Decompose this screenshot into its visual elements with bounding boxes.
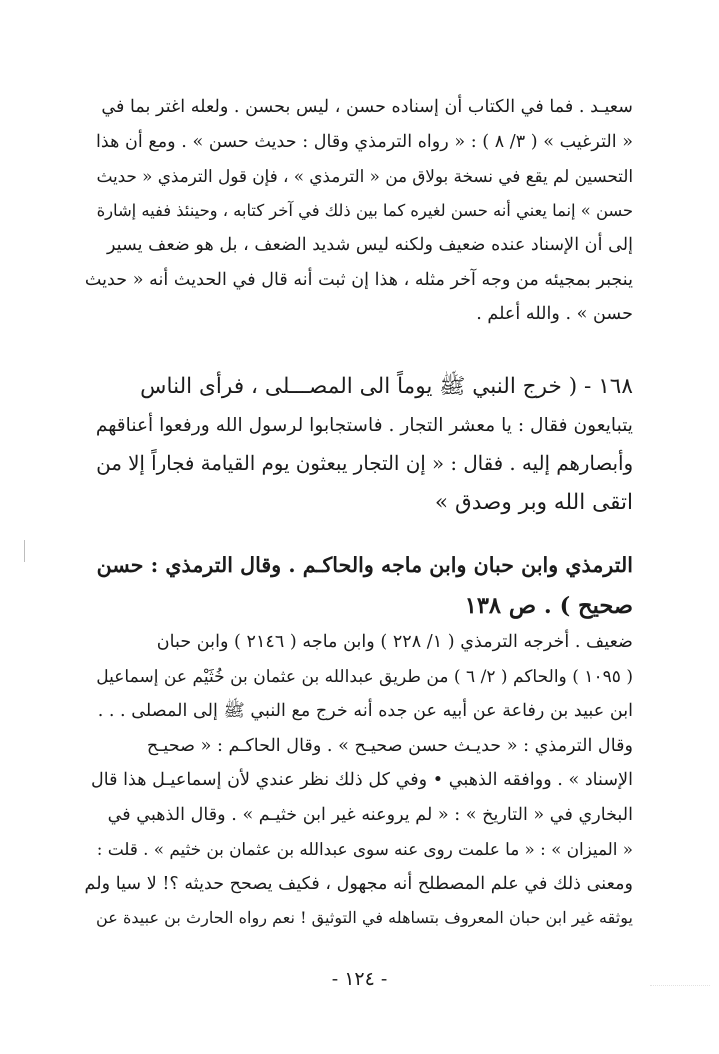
margin-mark [24,540,25,562]
hadith-line: ١٦٨ - ( خرج النبي ﷺ يوماً الى المصـــلى ، فرأى الناس [140,374,633,399]
page-number: - ١٢٤ - [331,968,388,990]
text-line: ومعنى ذلك في علم المصطلح أنه مجهول ، فكيف يصحح حديثه ؟! لا سيا ولم [84,873,633,894]
hadith-line: اتقى الله وبر وصدق » [434,489,633,515]
hadith-source [85,545,633,626]
text-line: ابن عبيد بن رفاعة عن أبيه عن جده أنه خرج مع النبي ﷺ إلى المصلى . . . [97,701,633,721]
source-line: صحيح ) . ص ١٣٨ [464,592,633,619]
text-line: إلى أن الإسناد عنده ضعيف ولكنه ليس شديد الضعف ، بل هو ضعف يسير [106,235,633,255]
text-line: التحسين لم يقع في نسخة بولاق من « الترمذي » ، فإن قول الترمذي « حديث [96,166,633,186]
text-line: ينجبر بمجيئه من وجه آخر مثله ، هذا إن ثبت أنه قال في الحديث أنه « حديث [84,269,633,290]
text-line: حسن » إنما يعني أنه حسن لغيره كما بين ذلك في آخر كتابه ، وحينئذ ففيه إشارة [96,200,633,220]
text-line: ( ١٠٩٥ ) والحاكم ( ٢/ ٦ ) من طريق عبدالله بن عثمان بن خُثَيْم عن إسماعيل [96,666,633,687]
commentary-paragraph [85,625,633,936]
text-line: وقال الترمذي : « حديـث حسن صحيـح » . وقال الحاكـم : « صحيـح [146,735,633,756]
text-line: الإسناد » . ووافقه الذهبي • وفي كل ذلك نظر عندي لأن إسماعيـل هذا قال [90,770,633,790]
hadith-line: وأبصارهم إليه . فقال : « إن التجار يبعثون يوم القيامة فجاراً إلا من [96,452,633,475]
source-line: الترمذي وابن حبان وابن ماجه والحاكـم . وقال الترمذي : حسن [96,553,633,577]
hadith-text [85,368,633,522]
text-line: البخاري في « التاريخ » : « لم يروعنه غير ابن خثيـم » . وقال الذهبي في [107,804,633,825]
text-line: « الميزان » : « ما علمت روى عنه سوى عبدالله بن عثمان بن خثيم » . قلت : [96,839,633,859]
hadith-line: يتبايعون فقال : يا معشر التجار . فاستجابوا لرسول الله ورفعوا أعناقهم [95,414,633,436]
intro-paragraph [85,90,633,332]
text-line: حسن » . والله أعلم . [476,304,633,324]
text-line: « الترغيب » ( ٣/ ٨ ) : « رواه الترمذي وقال : حديث حسن » . ومع أن هذا [96,131,633,152]
text-line: يوثقه غير ابن حبان المعروف بتساهله في التوثيق ! نعم رواه الحارث بن عبيدة عن [96,908,633,927]
text-line: ضعيف . أخرجه الترمذي ( ١/ ٢٢٨ ) وابن ماجه ( ٢١٤٦ ) وابن حبان [156,632,633,652]
text-line: سعيـد . فما في الكتاب أن إسناده حسن ، ليس بحسن . ولعله اغتر بما في [101,97,633,117]
